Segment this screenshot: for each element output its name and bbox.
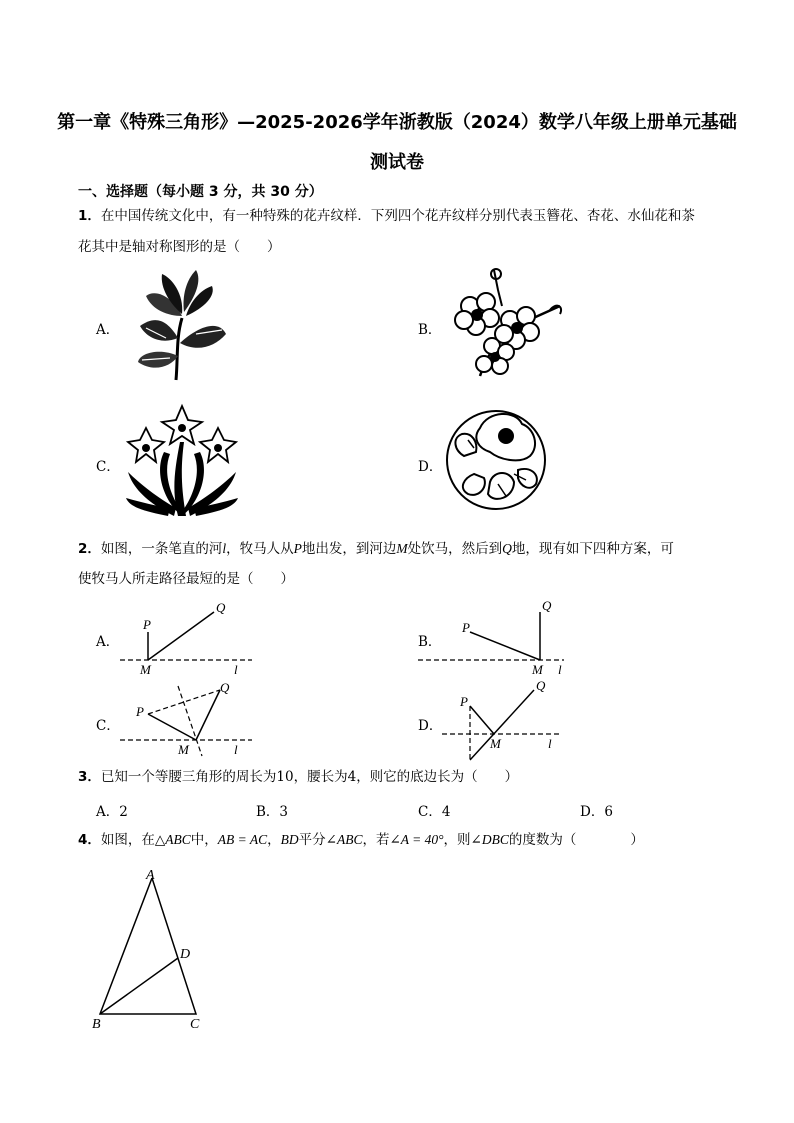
target-angle: ∠DBC: [470, 832, 509, 847]
label-p: P: [143, 617, 151, 632]
page-title-line2: 测试卷: [370, 152, 424, 173]
label-l: l: [234, 662, 238, 677]
question-text: 已知一个等腰三角形的周长为: [100, 769, 277, 785]
flower-a-image: [126, 268, 228, 382]
option-d[interactable]: D．: [418, 718, 443, 734]
option-d[interactable]: D．6: [580, 804, 613, 820]
flower-c-image: [124, 402, 240, 518]
question-text: ，则: [443, 832, 471, 848]
question-text: 如图，在: [100, 832, 155, 848]
label-l: l: [548, 736, 552, 751]
option-b[interactable]: B．3: [256, 804, 289, 820]
question-number: 4．: [78, 832, 101, 848]
given-angle: ∠A = 40°: [389, 832, 444, 847]
flower-b-image: [440, 266, 568, 382]
question-text: ，牧马人从: [226, 541, 294, 557]
point-q-symbol: Q: [502, 541, 512, 556]
label-m: M: [532, 662, 543, 677]
question-1-line2: 花其中是轴对称图形的是（ ）: [78, 239, 281, 255]
question-text: 地出发，到河边: [301, 541, 397, 557]
question-text: 平分: [298, 832, 326, 848]
label-l: l: [558, 662, 562, 677]
label-d: D: [180, 947, 191, 962]
question-text: 地，现有如下四种方案，可: [511, 541, 674, 557]
label-c: C: [190, 1017, 200, 1032]
option-a[interactable]: A．2: [96, 804, 128, 820]
option-a[interactable]: A．: [96, 634, 120, 650]
leg-value: 4: [347, 769, 357, 785]
page-title: 第一章《特殊三角形》—2025-2026学年浙教版（2024）数学八年级上册单元基础: [57, 112, 737, 133]
option-a[interactable]: A．: [96, 322, 120, 338]
question-text: ，则它的底边长为（ ）: [356, 769, 519, 785]
question-text: 中，: [190, 832, 218, 848]
equality: AB = AC: [217, 832, 268, 847]
label-q: Q: [536, 678, 546, 693]
triangle-symbol: △ABC: [154, 832, 191, 847]
diagram-2c: [116, 676, 256, 760]
label-a: A: [146, 868, 155, 883]
option-d[interactable]: D．: [418, 459, 443, 475]
label-q: Q: [542, 598, 552, 613]
diagram-2b: [414, 598, 574, 678]
question-text: 如图，一条笔直的河: [100, 541, 223, 557]
diagram-2d: [440, 676, 570, 762]
question-4: [78, 830, 644, 850]
triangle-diagram: [88, 864, 218, 1036]
option-c[interactable]: C．: [96, 459, 120, 475]
point-p-symbol: P: [293, 541, 302, 556]
question-text: 的度数为（ ）: [508, 832, 644, 848]
label-m: M: [178, 742, 189, 757]
diagram-2a: [116, 598, 256, 678]
angle-abc: ∠ABC: [325, 832, 363, 847]
label-l: l: [234, 742, 238, 757]
label-p: P: [136, 704, 144, 719]
segment-bd: BD: [280, 832, 299, 847]
question-1: [78, 206, 695, 226]
question-number: 1．: [78, 208, 101, 224]
question-text: 处饮马，然后到: [407, 541, 503, 557]
perimeter-value: 10: [276, 769, 294, 785]
question-text: 在中国传统文化中，有一种特殊的花卉纹样．下列四个花卉纹样分别代表玉簪花、杏花、水仙花和茶: [100, 208, 695, 224]
label-m: M: [490, 736, 501, 751]
option-c[interactable]: C．4: [418, 804, 451, 820]
question-text: ，若: [362, 832, 390, 848]
question-number: 3．: [78, 769, 101, 785]
label-q: Q: [216, 600, 226, 615]
option-c[interactable]: C．: [96, 718, 120, 734]
question-2-line2: 使牧马人所走路径最短的是（ ）: [78, 571, 294, 587]
question-text: ，腰长为: [293, 769, 348, 785]
label-p: P: [460, 694, 468, 709]
question-number: 2．: [78, 541, 101, 557]
option-b[interactable]: B．: [418, 634, 442, 650]
label-b: B: [92, 1017, 101, 1032]
question-2: [78, 539, 674, 559]
river-symbol: l: [222, 541, 227, 556]
label-p: P: [462, 620, 470, 635]
question-3: [78, 767, 518, 787]
point-m-symbol: M: [396, 541, 408, 556]
question-text: ，: [267, 832, 281, 848]
option-b[interactable]: B．: [418, 322, 442, 338]
section-heading: 一、选择题（每小题 3 分，共 30 分）: [78, 184, 323, 200]
label-m: M: [140, 662, 151, 677]
label-q: Q: [220, 680, 230, 695]
flower-d-image: [444, 408, 548, 512]
